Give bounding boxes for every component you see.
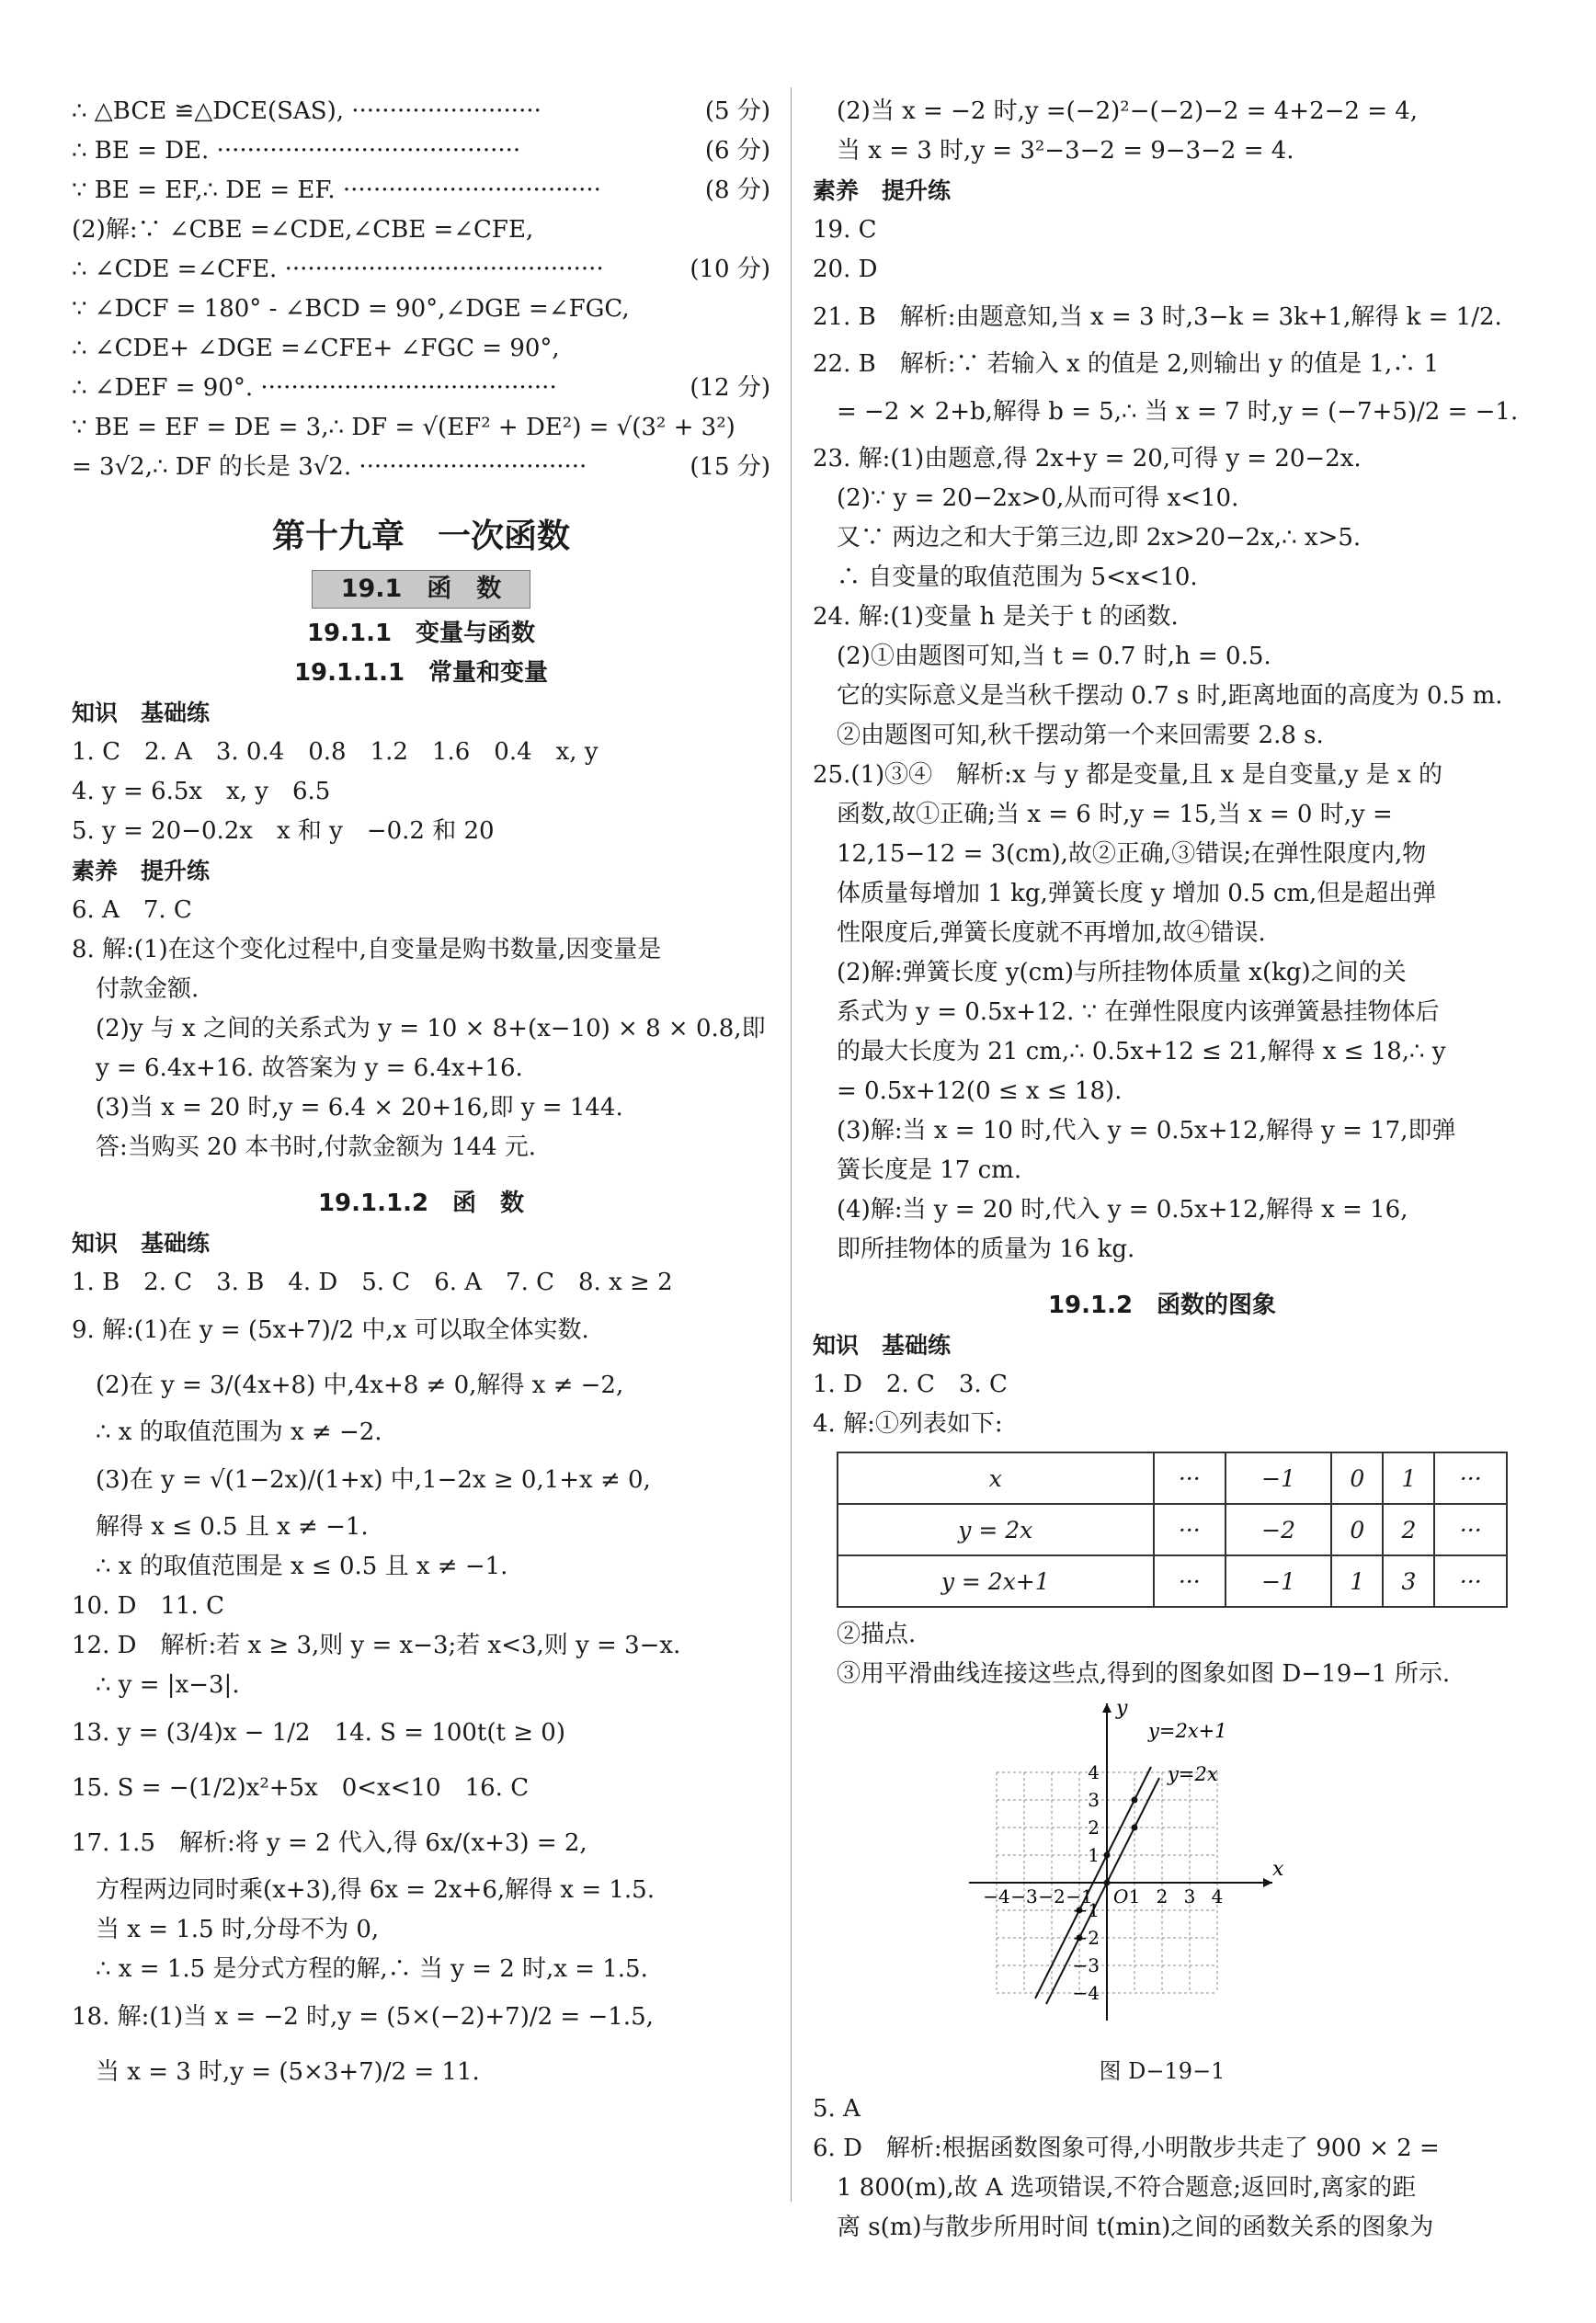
table-cell: −2 xyxy=(1226,1504,1331,1555)
proof-line xyxy=(72,211,770,250)
proof-line xyxy=(72,369,770,408)
figure-caption: 图 D−19−1 xyxy=(1099,2058,1226,2084)
answer-line: 20. D xyxy=(813,256,878,283)
table-cell: −1 xyxy=(1226,1452,1331,1504)
answer-line: 又∵ 两边之和大于第三边,即 2x>20−2x,∴ x>5. xyxy=(837,524,1362,552)
answer-line: 1 800(m),故 A 选项错误,不符合题意;返回时,离家的距 xyxy=(837,2174,1417,2202)
answers-block-tail xyxy=(813,2090,1511,2248)
answer-line: 答:当购买 20 本书时,付款金额为 144 元. xyxy=(96,1133,537,1161)
table-cell: 1 xyxy=(1331,1555,1383,1607)
answer-line: 12,15−12 = 3(cm),故②正确,③错误;在弹性限度内,物 xyxy=(837,840,1427,868)
answer-line: 方程两边同时乘(x+3),得 6x = 2x+6,解得 x = 1.5. xyxy=(96,1876,655,1904)
y-tick-label: 4 xyxy=(1088,1761,1100,1783)
answer-line: 1. D 2. C 3. C xyxy=(813,1371,1008,1398)
answer-line: y = 6.4x+16. 故答案为 y = 6.4x+16. xyxy=(96,1054,523,1082)
table-cell: ··· xyxy=(1154,1504,1226,1555)
answer-line: ∴ x 的取值范围是 x ≤ 0.5 且 x ≠ −1. xyxy=(96,1553,508,1580)
answer-line: 1. B 2. C 3. B 4. D 5. C 6. A 7. C 8. x ≥ 2 xyxy=(72,1269,673,1296)
y-arrow xyxy=(1102,1703,1112,1713)
answer-line: 12. D 解析:若 x ≥ 3,则 y = x−3;若 x<3,则 y = 3−x. xyxy=(72,1632,681,1659)
right-column xyxy=(813,92,1519,2248)
line-label-y-2x: y=2x xyxy=(1168,1763,1218,1785)
y-tick-label: −3 xyxy=(1072,1954,1100,1976)
answer-line: ∴ x 的取值范围为 x ≠ −2. xyxy=(96,1418,382,1446)
answer-line: 簧长度是 17 cm. xyxy=(837,1156,1022,1184)
answer-line: 系式为 y = 0.5x+12. ∵ 在弹性限度内该弹簧悬挂物体后 xyxy=(837,998,1440,1026)
section-label: 素养 提升练 xyxy=(72,858,211,884)
subsubsection-heading: 19.1.1.1 常量和变量 xyxy=(293,659,549,687)
table-cell: ··· xyxy=(1434,1555,1507,1607)
section-label: 素养 提升练 xyxy=(813,177,952,204)
plot-point xyxy=(1104,1880,1111,1886)
y-tick-label: 3 xyxy=(1088,1789,1100,1811)
answer-line: 21. B 解析:由题意知,当 x = 3 时,3−k = 3k+1,解得 k = 1/2. xyxy=(813,303,1502,331)
answer-line: ∴ x = 1.5 是分式方程的解,∴ 当 y = 2 时,x = 1.5. xyxy=(96,1955,648,1983)
function-graph-figure xyxy=(969,1694,1318,2053)
answer-line: 22. B 解析:∵ 若输入 x 的值是 2,则输出 y 的值是 1,∴ 1 xyxy=(813,350,1440,378)
proof-text: (2)解:∵ ∠CBE =∠CDE,∠CBE =∠CFE, xyxy=(72,216,534,244)
x-tick-label: −1 xyxy=(1066,1885,1093,1907)
answer-line: 5. y = 20−0.2x x 和 y −0.2 和 20 xyxy=(72,817,495,845)
answer-line: 4. 解:①列表如下: xyxy=(813,1410,1003,1438)
answer-line: (2)∵ y = 20−2x>0,从而可得 x<10. xyxy=(837,484,1239,512)
line-label-y-2x-plus-1: y=2x+1 xyxy=(1148,1720,1227,1742)
table-cell: y = 2x+1 xyxy=(838,1555,1154,1607)
left-column xyxy=(72,92,770,2100)
y-tick-label: −2 xyxy=(1072,1927,1100,1949)
answer-line: ②由题图可知,秋千摆动第一个来回需要 2.8 s. xyxy=(837,722,1324,749)
proof-line xyxy=(72,92,770,131)
section-heading-box: 19.1 函 数 xyxy=(312,570,530,609)
answer-line: 体质量每增加 1 kg,弹簧长度 y 增加 0.5 cm,但是超出弹 xyxy=(837,880,1437,907)
x-tick-label: 4 xyxy=(1211,1885,1224,1907)
table-row xyxy=(838,1555,1507,1607)
subsubsection-heading-function: 19.1.1.2 函 数 xyxy=(317,1190,525,1217)
table-cell: y = 2x xyxy=(838,1504,1154,1555)
proof-line xyxy=(72,250,770,290)
answer-line: 当 x = 3 时,y = 3²−3−2 = 9−3−2 = 4. xyxy=(837,137,1294,165)
proof-line xyxy=(72,329,770,369)
x-tick-label: 3 xyxy=(1183,1885,1196,1907)
answer-line: 5. A xyxy=(813,2095,861,2123)
proof-text: ∵ ∠DCF = 180° - ∠BCD = 90°,∠DGE =∠FGC, xyxy=(72,295,630,323)
proof-text: ∴ ∠CDE+ ∠DGE =∠CFE+ ∠FGC = 90°, xyxy=(72,335,560,362)
answer-line: 4. y = 6.5x x, y 6.5 xyxy=(72,778,331,805)
table-cell: 0 xyxy=(1331,1452,1383,1504)
proof-text: = 3√2,∴ DF 的长是 3√2. ······························ xyxy=(72,453,587,481)
answer-line: 10. D 11. C xyxy=(72,1592,224,1620)
x-tick-label: −4 xyxy=(983,1885,1010,1907)
answer-line: 即所挂物体的质量为 16 kg. xyxy=(837,1236,1135,1263)
score-mark: (15 分) xyxy=(690,453,770,481)
section-label: 知识 基础练 xyxy=(72,700,211,726)
y-axis-label: y xyxy=(1116,1697,1128,1720)
subsection-heading: 19.1.1 变量与函数 xyxy=(306,620,536,647)
x-tick-label: −3 xyxy=(1010,1885,1038,1907)
answer-line: 25.(1)③④ 解析:x 与 y 都是变量,且 x 是自变量,y 是 x 的 xyxy=(813,761,1442,789)
proof-line xyxy=(72,448,770,487)
origin-label: O xyxy=(1113,1885,1129,1907)
answer-line: 18. 解:(1)当 x = −2 时,y = (5×(−2)+7)/2 = −1.5, xyxy=(72,2003,654,2031)
answer-line: (2)y 与 x 之间的关系式为 y = 10 × 8+(x−10) × 8 × 0.8,即 xyxy=(96,1015,766,1042)
answer-line: 9. 解:(1)在 y = (5x+7)/2 中,x 可以取全体实数. xyxy=(72,1316,589,1344)
answer-line: 当 x = 1.5 时,分母不为 0, xyxy=(96,1916,380,1943)
answer-line: (4)解:当 y = 20 时,代入 y = 0.5x+12,解得 x = 16, xyxy=(837,1196,1408,1224)
plot-point xyxy=(1104,1852,1111,1859)
table-cell: 3 xyxy=(1383,1555,1434,1607)
score-mark: (6 分) xyxy=(704,137,770,165)
score-mark: (12 分) xyxy=(690,374,770,402)
x-tick-label: 2 xyxy=(1156,1885,1168,1907)
plot-point xyxy=(1132,1825,1138,1831)
answer-line: 24. 解:(1)变量 h 是关于 t 的函数. xyxy=(813,603,1179,631)
answer-line: 6. A 7. C xyxy=(72,896,192,924)
answer-line: 15. S = −(1/2)x²+5x 0<x<10 16. C xyxy=(72,1774,530,1802)
answer-line: 13. y = (3/4)x − 1/2 14. S = 100t(t ≥ 0) xyxy=(72,1719,565,1747)
subsection-heading-graph: 19.1.2 函数的图象 xyxy=(1047,1292,1277,1319)
plot-point xyxy=(1132,1797,1138,1804)
x-tick-label: 1 xyxy=(1128,1885,1141,1907)
answer-line: (2)①由题图可知,当 t = 0.7 时,h = 0.5. xyxy=(837,643,1271,670)
answer-line: 19. C xyxy=(813,216,877,244)
proof-text: ∴ ∠CDE =∠CFE. ·········································· xyxy=(72,256,604,283)
proof-line xyxy=(72,408,770,448)
answer-line: 当 x = 3 时,y = (5×3+7)/2 = 11. xyxy=(96,2058,480,2086)
table-row xyxy=(838,1452,1507,1504)
proof-line xyxy=(72,131,770,171)
answer-line: = 0.5x+12(0 ≤ x ≤ 18). xyxy=(837,1077,1123,1105)
proof-block xyxy=(72,92,770,487)
answer-line: 它的实际意义是当秋千摆动 0.7 s 时,距离地面的高度为 0.5 m. xyxy=(837,682,1503,710)
answer-line: 的最大长度为 21 cm,∴ 0.5x+12 ≤ 21,解得 x ≤ 18,∴ y xyxy=(837,1038,1446,1065)
answer-line: ③用平滑曲线连接这些点,得到的图象如图 D−19−1 所示. xyxy=(837,1660,1451,1688)
answer-line: ②描点. xyxy=(837,1621,917,1648)
answer-line: 6. D 解析:根据函数图象可得,小明散步共走了 900 × 2 = xyxy=(813,2135,1440,2162)
proof-text: ∵ BE = EF = DE = 3,∴ DF = √(EF² + DE²) = √(3² + 3²) xyxy=(72,414,735,441)
answer-line: 17. 1.5 解析:将 y = 2 代入,得 6x/(x+3) = 2, xyxy=(72,1829,587,1857)
y-tick-label: −4 xyxy=(1072,1982,1100,2004)
score-mark: (5 分) xyxy=(704,97,770,125)
table-cell: ··· xyxy=(1154,1555,1226,1607)
values-table xyxy=(837,1452,1508,1608)
table-cell: 2 xyxy=(1383,1504,1434,1555)
y-tick-label: −1 xyxy=(1072,1899,1100,1921)
answer-line: 1. C 2. A 3. 0.4 0.8 1.2 1.6 0.4 x, y xyxy=(72,738,598,766)
chapter-title: 第十九章 一次函数 xyxy=(271,518,570,555)
score-mark: (10 分) xyxy=(690,256,770,283)
y-tick-label: 2 xyxy=(1088,1816,1100,1839)
answer-line: 解得 x ≤ 0.5 且 x ≠ −1. xyxy=(96,1513,369,1541)
table-cell: ··· xyxy=(1154,1452,1226,1504)
proof-text: ∴ BE = DE. ········································ xyxy=(72,137,521,165)
answers-block-function xyxy=(72,1224,770,2100)
section-label: 知识 基础练 xyxy=(813,1332,952,1359)
answer-line: 23. 解:(1)由题意,得 2x+y = 20,可得 y = 20−2x. xyxy=(813,445,1362,473)
table-cell: x xyxy=(838,1452,1154,1504)
answer-line: ∴ 自变量的取值范围为 5<x<10. xyxy=(837,564,1198,591)
answer-line: 离 s(m)与散步所用时间 t(min)之间的函数关系的图象为 xyxy=(837,2214,1434,2241)
proof-text: ∴ △BCE ≌△DCE(SAS), ························· xyxy=(72,97,542,125)
proof-text: ∴ ∠DEF = 90°. ······································· xyxy=(72,374,557,402)
x-tick-label: −2 xyxy=(1038,1885,1066,1907)
section-label: 知识 基础练 xyxy=(72,1230,211,1257)
answer-line: (2)解:弹簧长度 y(cm)与所挂物体质量 x(kg)之间的关 xyxy=(837,959,1407,986)
answer-line: = −2 × 2+b,解得 b = 5,∴ 当 x = 7 时,y = (−7+5)/2 = −1. xyxy=(837,398,1519,426)
answer-line: 性限度后,弹簧长度就不再增加,故④错误. xyxy=(837,919,1266,947)
answers-block-continued xyxy=(813,92,1519,1270)
table-row xyxy=(838,1504,1507,1555)
answer-line: (2)在 y = 3/(4x+8) 中,4x+8 ≠ 0,解得 x ≠ −2, xyxy=(96,1372,624,1399)
answer-line: 8. 解:(1)在这个变化过程中,自变量是购书数量,因变量是 xyxy=(72,936,662,963)
table-cell: ··· xyxy=(1434,1504,1507,1555)
proof-line xyxy=(72,171,770,211)
column-divider xyxy=(791,87,792,2202)
answer-line: (3)在 y = √(1−2x)/(1+x) 中,1−2x ≥ 0,1+x ≠ 0, xyxy=(96,1466,651,1494)
table-cell: ··· xyxy=(1434,1452,1507,1504)
answers-block-constants xyxy=(72,693,770,1167)
graph-steps xyxy=(813,1615,1511,1694)
table-cell: 0 xyxy=(1331,1504,1383,1555)
answer-line: (2)当 x = −2 时,y =(−2)²−(−2)−2 = 4+2−2 = 4, xyxy=(837,97,1419,125)
answer-line: (3)当 x = 20 时,y = 6.4 × 20+16,即 y = 144. xyxy=(96,1094,623,1122)
x-axis-label: x xyxy=(1272,1858,1284,1881)
function-graph xyxy=(969,1694,1318,2053)
y-tick-label: 1 xyxy=(1088,1844,1100,1866)
answer-line: 付款金额. xyxy=(96,975,200,1003)
proof-line xyxy=(72,290,770,329)
answers-block-graph xyxy=(813,1326,1511,1444)
table-cell: −1 xyxy=(1226,1555,1331,1607)
proof-text: ∵ BE = EF,∴ DE = EF. ·································· xyxy=(72,177,601,204)
answer-line: (3)解:当 x = 10 时,代入 y = 0.5x+12,解得 y = 17,即弹 xyxy=(837,1117,1456,1144)
x-arrow xyxy=(1263,1878,1272,1887)
score-mark: (8 分) xyxy=(704,177,770,204)
answer-line: 函数,故①正确;当 x = 6 时,y = 15,当 x = 0 时,y = xyxy=(837,801,1393,828)
table-cell: 1 xyxy=(1383,1452,1434,1504)
answer-line: ∴ y = |x−3|. xyxy=(96,1671,240,1699)
